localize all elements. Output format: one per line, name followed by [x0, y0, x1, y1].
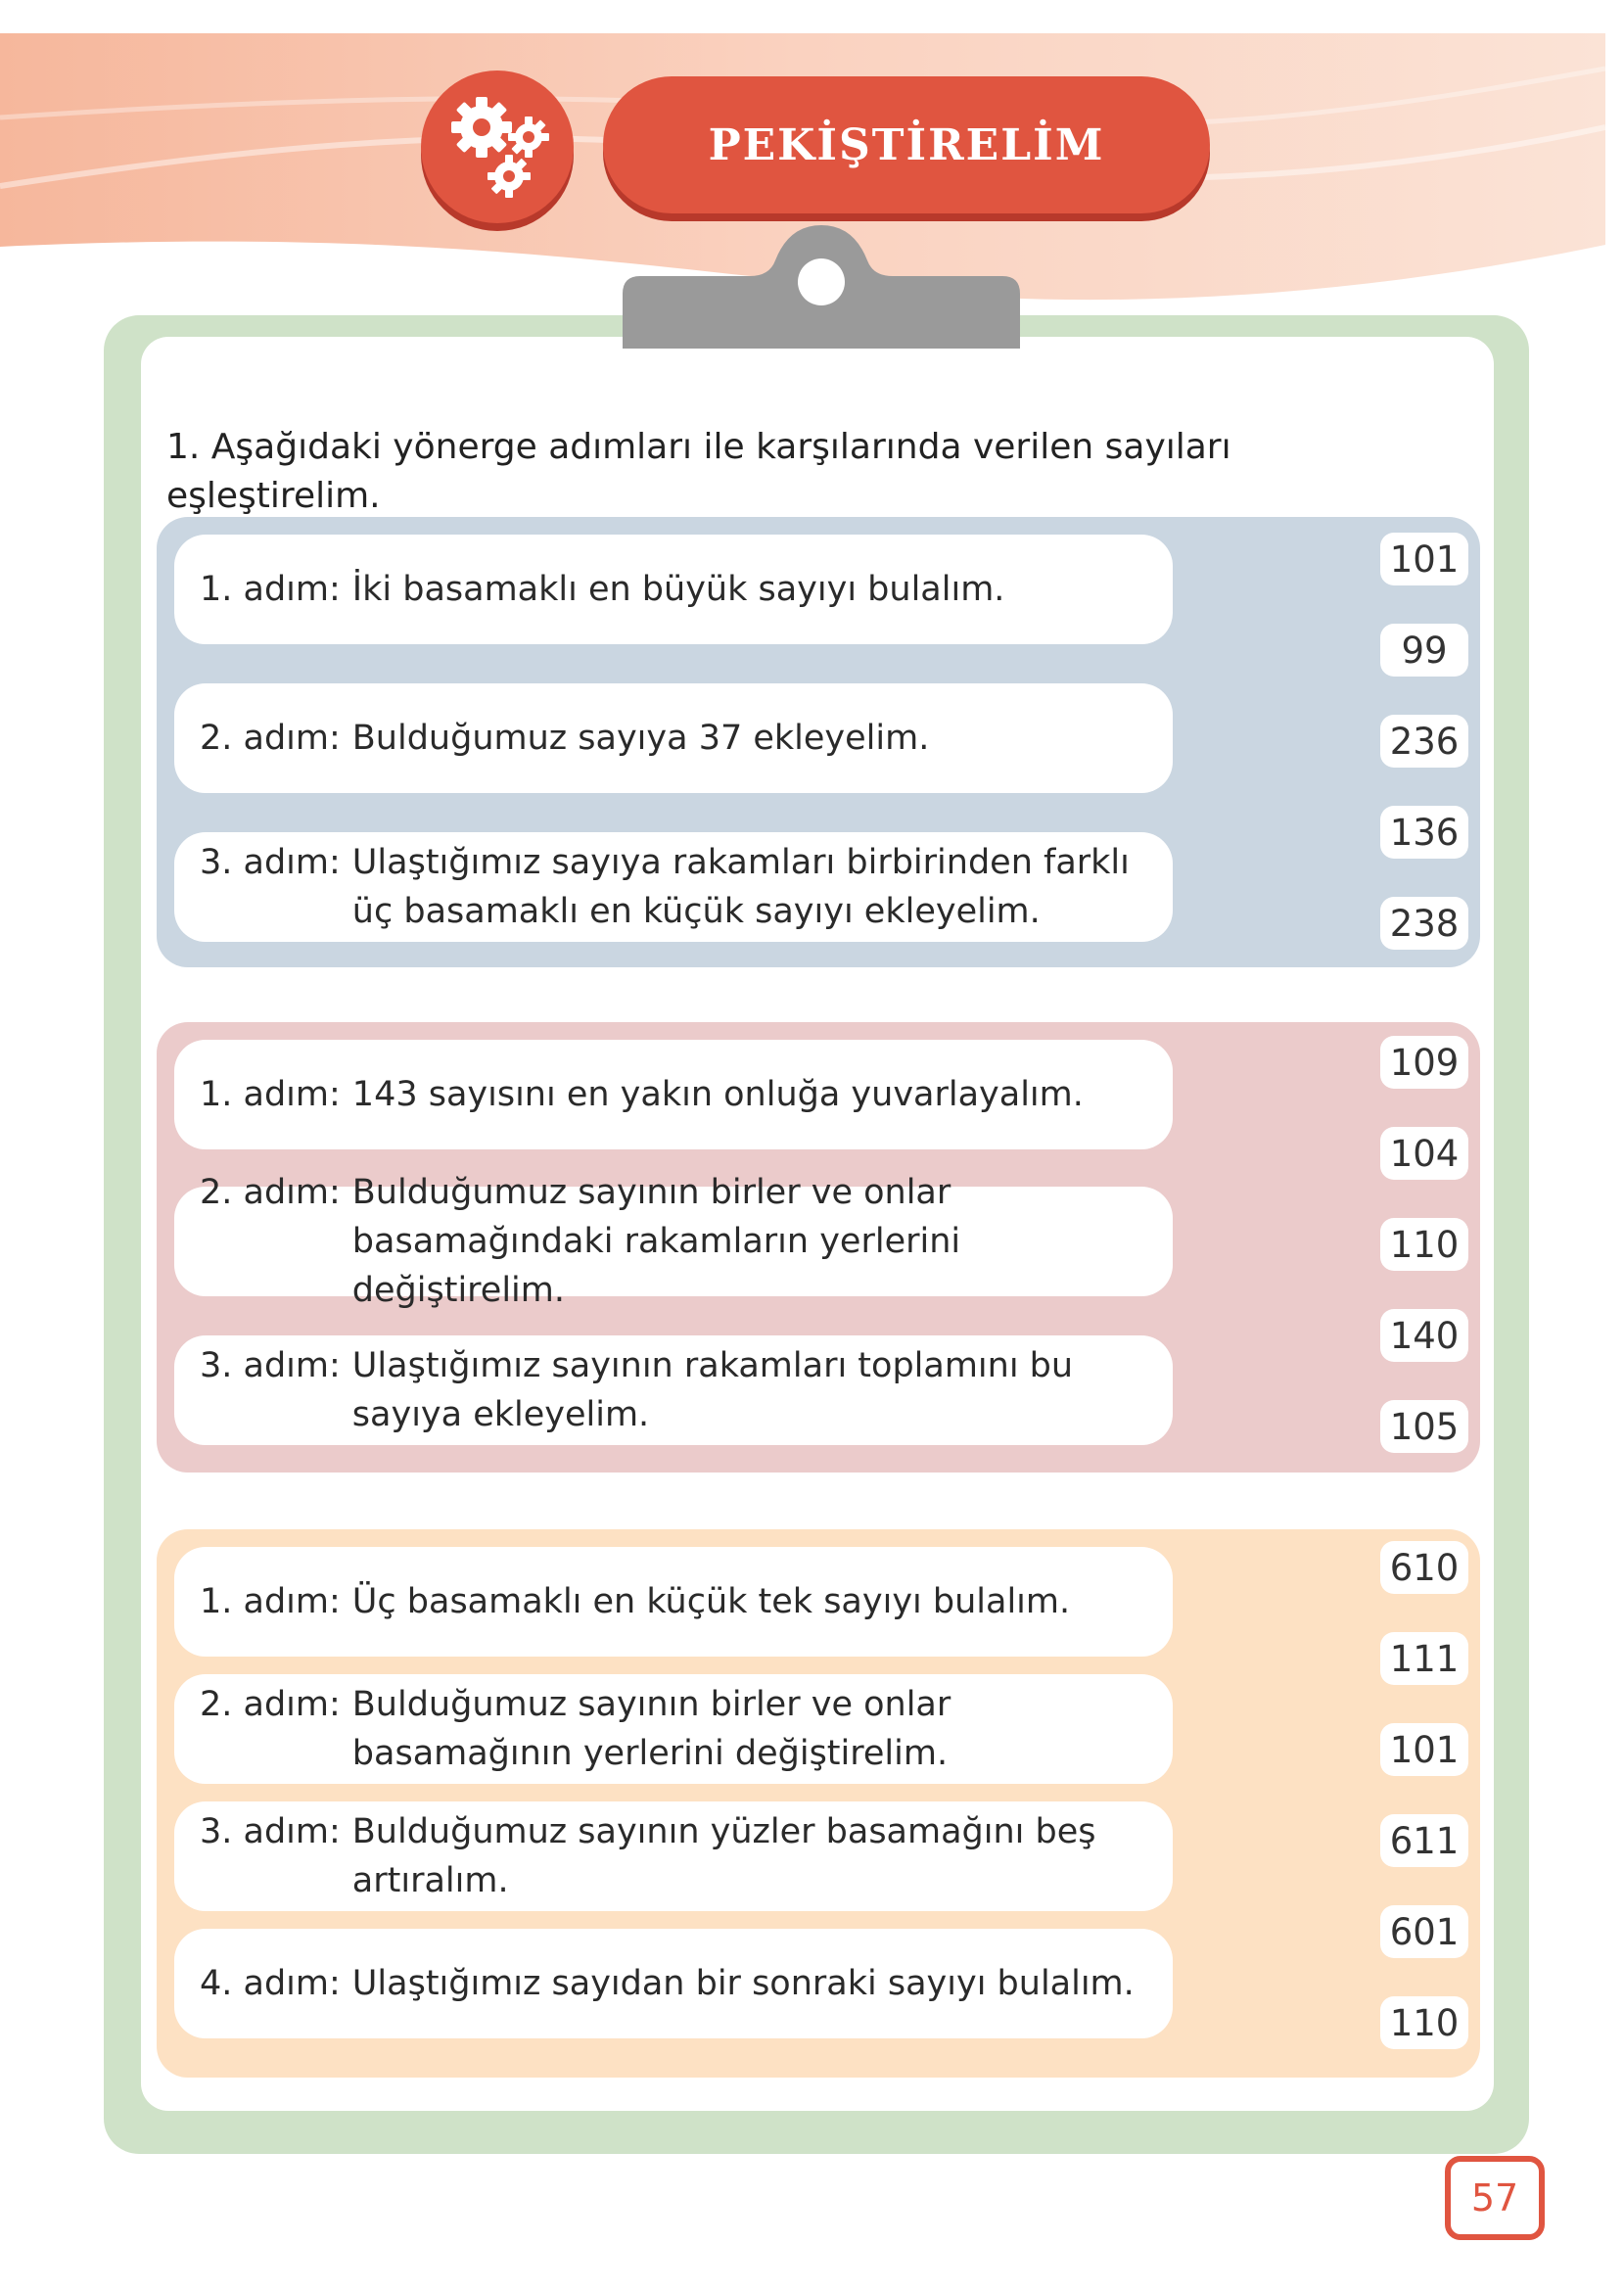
gears-badge	[421, 70, 574, 223]
step-prefix: 3. adım:	[200, 1346, 341, 1385]
page-number: 57	[1445, 2156, 1545, 2240]
step-text: Ulaştığımız sayıdan bir sonraki sayıyı bulalım.	[351, 1964, 1135, 2003]
step-prefix: 1. adım:	[200, 1582, 341, 1621]
answer-number[interactable]: 610	[1380, 1541, 1468, 1594]
answer-number[interactable]: 104	[1380, 1127, 1468, 1180]
answer-number[interactable]: 105	[1380, 1400, 1468, 1453]
answer-number[interactable]: 140	[1380, 1309, 1468, 1362]
gears-icon	[421, 70, 574, 223]
step-text: Bulduğumuz sayının yüzler basamağını beş artıralım.	[351, 1812, 1096, 1900]
step-text: Bulduğumuz sayının birler ve onlar basamağının yerlerini değiştirelim.	[351, 1685, 951, 1773]
step-box	[174, 1173, 1173, 1310]
question-text: 1. Aşağıdaki yönerge adımları ile karşılarında verilen sayıları eşleştirelim.	[166, 427, 1231, 516]
step-box	[174, 1040, 1173, 1149]
answer-number[interactable]: 611	[1380, 1814, 1468, 1867]
step-prefix: 1. adım:	[200, 570, 341, 609]
answer-number[interactable]: 236	[1380, 715, 1468, 768]
step-text: Üç basamaklı en küçük tek sayıyı bulalım.	[351, 1582, 1071, 1621]
section-title-banner	[603, 76, 1210, 213]
answer-number[interactable]: 136	[1380, 806, 1468, 859]
step-text: İki basamaklı en büyük sayıyı bulalım.	[351, 570, 1005, 609]
answer-number[interactable]: 99	[1380, 624, 1468, 677]
step-text: Bulduğumuz sayının birler ve onlar basamağındaki rakamların yerlerini değiştirelim.	[351, 1173, 961, 1310]
step-prefix: 2. adım:	[200, 1685, 341, 1724]
step-box	[174, 535, 1173, 644]
clipboard-clip-icon	[623, 225, 1020, 349]
step-box	[174, 1674, 1173, 1784]
step-text: 143 sayısını en yakın onluğa yuvarlayalım.	[351, 1075, 1084, 1114]
step-prefix: 1. adım:	[200, 1075, 341, 1114]
step-box	[174, 1335, 1173, 1445]
step-box	[174, 683, 1173, 793]
section-title: PEKİŞTİRELİM	[708, 119, 1105, 170]
step-text: Ulaştığımız sayıya rakamları birbirinden farklı üç basamaklı en küçük sayıyı ekleyelim.	[351, 843, 1130, 931]
answer-number[interactable]: 109	[1380, 1036, 1468, 1089]
step-box	[174, 1547, 1173, 1657]
step-text: Ulaştığımız sayının rakamları toplamını bu sayıya ekleyelim.	[351, 1346, 1074, 1434]
step-prefix: 2. adım:	[200, 1173, 341, 1212]
step-box	[174, 1801, 1173, 1911]
step-prefix: 2. adım:	[200, 719, 341, 758]
step-prefix: 3. adım:	[200, 1812, 341, 1851]
step-prefix: 4. adım:	[200, 1964, 341, 2003]
step-box	[174, 832, 1173, 942]
step-text: Bulduğumuz sayıya 37 ekleyelim.	[351, 719, 930, 758]
answer-number[interactable]: 101	[1380, 533, 1468, 585]
answer-number[interactable]: 601	[1380, 1905, 1468, 1958]
answer-number[interactable]: 110	[1380, 1996, 1468, 2049]
answer-number[interactable]: 101	[1380, 1723, 1468, 1776]
answer-number[interactable]: 238	[1380, 897, 1468, 950]
answer-number[interactable]: 111	[1380, 1632, 1468, 1685]
step-prefix: 3. adım:	[200, 843, 341, 882]
step-box	[174, 1929, 1173, 2038]
answer-number[interactable]: 110	[1380, 1218, 1468, 1271]
